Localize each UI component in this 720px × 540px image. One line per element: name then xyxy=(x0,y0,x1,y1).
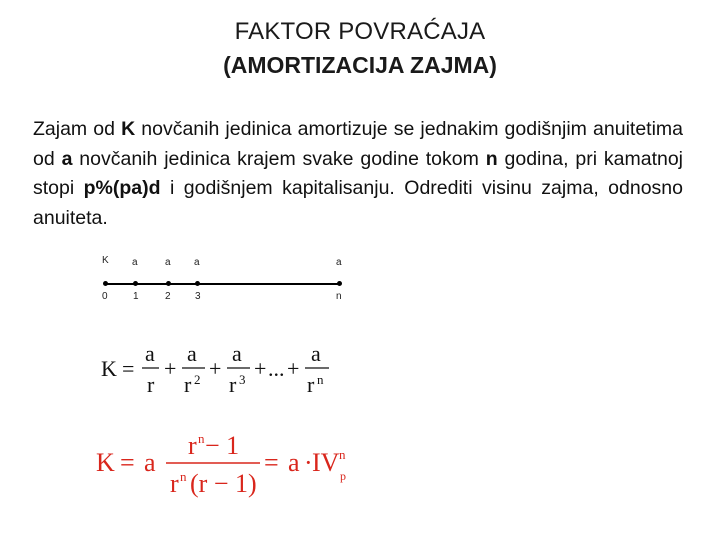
formula1-den: r xyxy=(307,372,315,397)
formula1-ellipsis: ... xyxy=(268,356,285,381)
formula2-num-base: r xyxy=(188,431,197,460)
timeline-dot xyxy=(166,281,171,286)
timeline-dot xyxy=(337,281,342,286)
timeline-bottom-label: 1 xyxy=(133,291,139,302)
timeline-dot xyxy=(133,281,138,286)
var-p: p%(pa)d xyxy=(83,177,161,199)
formula2-den-paren: (r − 1) xyxy=(190,469,257,498)
problem-statement xyxy=(33,115,683,233)
problem-text: godina, pri kamatnoj stopi xyxy=(33,147,684,199)
timeline-top-label: K xyxy=(102,255,109,266)
annuity-sum-formula xyxy=(95,340,340,407)
formula2-iv-sup: n xyxy=(339,447,346,462)
formula1-plus: + xyxy=(164,356,177,381)
page-subtitle: (AMORTIZACIJA ZAJMA) xyxy=(223,52,497,78)
annuity-sum-formula-svg xyxy=(95,340,340,402)
formula1-num: a xyxy=(232,341,242,366)
timeline-bottom-label: 3 xyxy=(195,291,201,302)
timeline-top-label: a xyxy=(132,257,138,268)
var-a: a xyxy=(61,147,73,170)
problem-text: novčanih jedinica krajem svake godine tokom xyxy=(72,147,486,170)
formula2-den-base: r xyxy=(170,469,179,498)
formula2-num-rest: − 1 xyxy=(205,431,240,460)
cashflow-timeline xyxy=(95,255,355,305)
formula2-a2: a xyxy=(288,448,300,477)
formula2-iv: IV xyxy=(312,448,340,477)
formula2-iv-sub: p xyxy=(340,469,346,483)
var-k: K xyxy=(121,118,136,140)
formula2-eq: = xyxy=(120,448,135,477)
problem-text: novčanih jedinica amortizuje se jednakim godišnjim anuitetima od xyxy=(33,118,684,170)
formula1-eq: = xyxy=(122,356,135,381)
loan-amount-formula xyxy=(92,430,362,515)
timeline-top-label: a xyxy=(336,257,342,268)
loan-amount-formula-svg xyxy=(92,430,362,510)
problem-text: i godišnjem kapitalisanju. Odrediti visinu zajma, odnosno anuiteta. xyxy=(33,177,683,229)
formula1-num: a xyxy=(311,341,321,366)
timeline-bottom-label: 0 xyxy=(102,291,108,302)
formula1-lhs: K xyxy=(101,356,117,381)
formula1-plus: + xyxy=(254,356,267,381)
timeline-bottom-label: 2 xyxy=(165,291,171,302)
timeline-axis xyxy=(105,283,339,285)
formula1-exp: 3 xyxy=(239,372,246,387)
formula1-den: r xyxy=(147,372,155,397)
page-title: FAKTOR POVRAĆAJA xyxy=(234,18,486,45)
formula1-exp: 2 xyxy=(194,372,201,387)
formula2-den-exp: n xyxy=(180,469,187,484)
timeline-bottom-label: n xyxy=(336,291,342,302)
formula2-lhs: K xyxy=(96,448,115,477)
formula1-num: a xyxy=(145,341,155,366)
formula2-eq2: = xyxy=(264,448,279,477)
problem-text: Zajam od xyxy=(33,118,122,140)
formula1-num: a xyxy=(187,341,197,366)
timeline-top-label: a xyxy=(194,257,200,268)
timeline-top-label: a xyxy=(165,257,171,268)
formula1-exp: n xyxy=(317,372,324,387)
timeline-dot xyxy=(103,281,108,286)
formula1-den: r xyxy=(229,372,237,397)
formula1-den: r xyxy=(184,372,192,397)
formula2-dot: · xyxy=(304,448,313,477)
formula2-num-exp: n xyxy=(198,431,205,446)
formula1-plus: + xyxy=(287,356,300,381)
formula2-a: a xyxy=(144,448,156,477)
var-n: n xyxy=(485,147,498,170)
formula1-plus: + xyxy=(209,356,222,381)
timeline-dot xyxy=(195,281,200,286)
